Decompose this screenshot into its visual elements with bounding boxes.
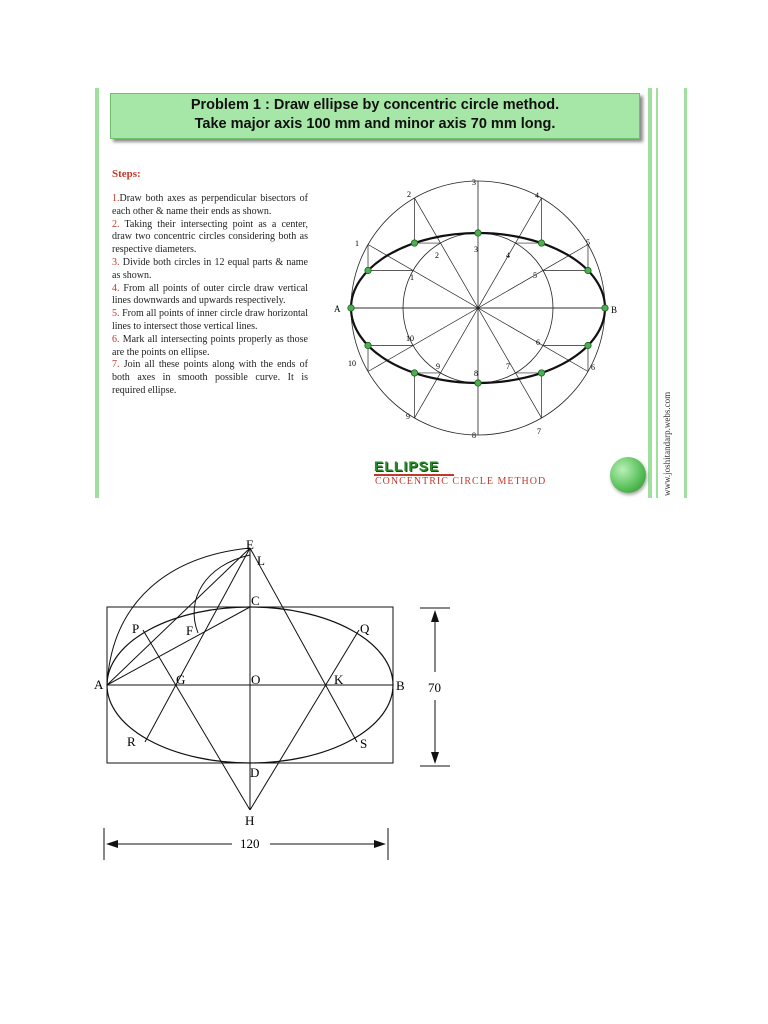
website-watermark: www.joshitandarp.webs.com: [662, 391, 672, 496]
line-HQ: [250, 630, 359, 810]
label-A: A: [334, 304, 341, 314]
ellipse-point: [538, 370, 544, 376]
step-number: 2.: [112, 218, 120, 230]
step-number: 6.: [112, 333, 120, 345]
inner-label: 2: [435, 251, 439, 260]
step-text: Divide both circles in 12 equal parts & name as shown.: [112, 256, 308, 281]
inner-label: 1: [410, 273, 414, 282]
ellipse-point: [585, 267, 591, 273]
ellipse-point: [365, 267, 371, 273]
step-item: [112, 334, 308, 360]
outer-label: 9: [406, 412, 410, 421]
inner-label: 5: [533, 271, 537, 280]
label-L: L: [257, 553, 265, 568]
inner-label: 9: [436, 362, 440, 371]
ellipse-point: [348, 305, 354, 311]
point-labels: [334, 178, 617, 440]
dimension-height: 70: [428, 680, 441, 695]
step-number: 5.: [112, 308, 120, 320]
step-item: [112, 359, 308, 397]
construction-lines: [348, 181, 608, 435]
right-stripe-2: [656, 88, 658, 498]
label-O: O: [251, 672, 261, 687]
label-B: B: [611, 305, 618, 315]
concentric-circle-diagram: [330, 172, 630, 447]
steps-list: [112, 193, 308, 398]
label-S: S: [360, 736, 368, 751]
step-item: [112, 308, 308, 334]
ellipse-heading: ELLIPSE: [374, 458, 440, 474]
step-text: Taking their intersecting point as a center, draw two concentric circles considering both as respective diameters.: [112, 218, 308, 256]
label-F: F: [186, 623, 194, 638]
label-R: R: [127, 734, 136, 749]
step-text: From all points of inner circle draw horizontal lines to intersect those vertical lines.: [112, 308, 308, 332]
dim-arrow-right: [374, 840, 386, 848]
ellipse-point: [411, 240, 417, 246]
green-ball-icon: [610, 457, 646, 493]
inner-label: 10: [406, 334, 414, 343]
step-number: 1.: [112, 193, 120, 204]
label-Q: Q: [360, 621, 370, 636]
step-item: [112, 219, 308, 257]
right-stripe-3: [684, 88, 687, 498]
ellipse-point: [585, 342, 591, 348]
right-stripe-1: [648, 88, 652, 498]
label-G: G: [176, 672, 186, 687]
label-B: B: [396, 678, 405, 693]
step-text: Join all these points along with the ends of both axes in smooth possible curve. It is required ellipse.: [112, 359, 308, 396]
inner-label: 4: [506, 251, 510, 260]
ellipse-point: [411, 370, 417, 376]
title-line-1: Problem 1 : Draw ellipse by concentric circle method.: [190, 97, 560, 113]
outer-label: 4: [535, 191, 539, 200]
figure2-lines: [104, 548, 450, 860]
line-LR: [145, 548, 250, 742]
left-stripe: [95, 88, 99, 498]
ellipse-point: [365, 342, 371, 348]
outer-label: 10: [348, 359, 356, 368]
dim-arrow-left: [106, 840, 118, 848]
ellipse-point: [475, 230, 481, 236]
ellipse-point: [475, 380, 481, 386]
step-item: [112, 283, 308, 309]
outer-label: 3: [472, 178, 476, 187]
label-K: K: [334, 672, 344, 687]
inner-label: 8: [474, 369, 478, 378]
label-C: C: [251, 593, 260, 608]
label-P: P: [132, 621, 140, 636]
step-number: 4.: [112, 282, 120, 294]
outer-label: 6: [591, 363, 595, 372]
inner-label: 6: [536, 338, 540, 347]
label-E: E: [246, 537, 254, 552]
dim-arrow-up: [431, 610, 439, 622]
step-number: 3.: [112, 256, 120, 268]
title-line-2: Take major axis 100 mm and minor axis 70 mm long.: [194, 116, 556, 132]
dimension-width: 120: [240, 836, 260, 851]
line-LS: [250, 548, 357, 742]
ellipse-point: [538, 240, 544, 246]
dim-arrow-down: [431, 752, 439, 764]
step-text: From all points of outer circle draw vertical lines downwards and upwards respectively.: [112, 282, 308, 307]
outer-label: 5: [586, 238, 590, 247]
inner-label: 7: [506, 362, 510, 371]
step-text: Draw both axes as perpendicular bisectors of each other & name their ends as shown.: [112, 193, 308, 217]
label-A: A: [94, 677, 104, 692]
slide-title: [110, 93, 640, 139]
figure2-labels: [94, 537, 441, 851]
inner-label: 3: [474, 245, 478, 254]
rectangle-method-diagram: [90, 530, 470, 865]
step-item: [112, 193, 308, 219]
outer-label: 7: [537, 427, 541, 436]
label-D: D: [250, 765, 260, 780]
step-text: Mark all intersecting points properly as those are the points on ellipse.: [112, 333, 308, 358]
outer-label: 8: [472, 431, 476, 440]
outer-label: 1: [355, 239, 359, 248]
ellipse-subtitle: CONCENTRIC CIRCLE METHOD: [375, 476, 547, 487]
line-HP: [143, 630, 250, 810]
ellipse-point: [602, 305, 608, 311]
steps-heading: Steps:: [112, 168, 141, 180]
outer-label: 2: [407, 190, 411, 199]
step-item: [112, 257, 308, 283]
label-H: H: [245, 813, 255, 828]
step-number: 7.: [112, 359, 120, 371]
